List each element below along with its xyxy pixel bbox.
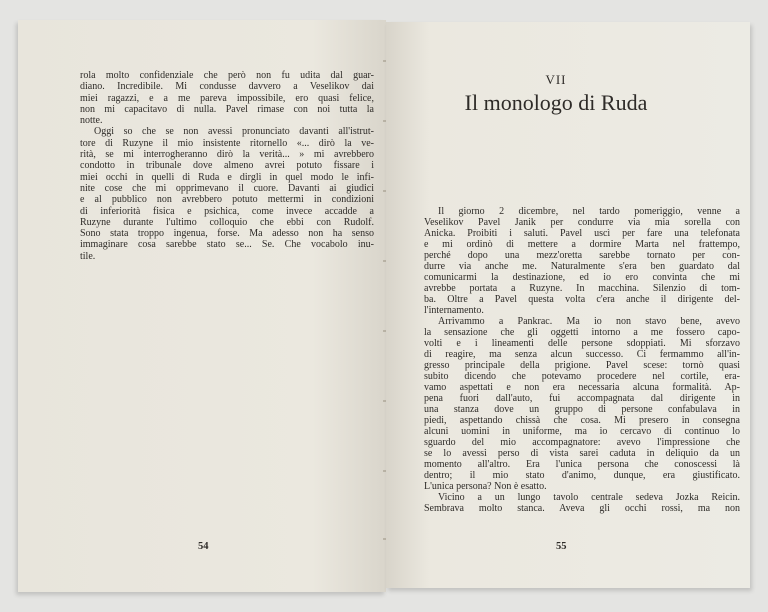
text-line: subito dicendo che potevamo procedere nel cortile, era-	[424, 371, 740, 382]
text-line: vamo aspettati e non era necessaria alcuna formalità. Ap-	[424, 382, 740, 393]
text-line: non mi capacitavo di nulla. Pavel rimase con noi tutta la	[80, 103, 374, 115]
paragraph	[424, 492, 740, 514]
text-line: sguardo del mio accompagnatore: avevo l'impressione che	[424, 437, 740, 448]
text-line: e mi ordinò di mettere a dormire Marta nel frattempo,	[424, 239, 740, 250]
paragraph	[424, 206, 740, 316]
text-line: momento all'altro. Era l'unica persona che conoscessi là	[424, 459, 740, 470]
text-line: alcuni uomini in uniforme, ma io cercavo di continuo lo	[424, 426, 740, 437]
right-page-text	[424, 206, 740, 514]
chapter-number: VII	[545, 72, 567, 87]
text-line: nite cose che mi opprimevano il cuore. Davanti ai giudici	[80, 182, 374, 194]
page-number: 55	[556, 541, 567, 552]
paragraph	[80, 70, 374, 126]
text-line: gresso principale della prigione. Pavel scese: tornò quasi	[424, 360, 740, 371]
text-line: dentro; il mio stato d'animo, dunque, era giustificato.	[424, 470, 740, 481]
text-line: Arrivammo a Pankrac. Ma io non stavo bene, avevo	[438, 316, 740, 327]
text-line: Vicino a un lungo tavolo centrale sedeva Jozka Reicin.	[438, 492, 740, 503]
left-page-text	[80, 70, 374, 262]
text-line: volti e i lineamenti delle persone sdoppiati. Mi sforzavo	[424, 338, 740, 349]
right-page	[386, 22, 750, 588]
text-line: comunicarmi la destinazione, ed io ero convinta che mi	[424, 272, 740, 283]
text-line: immaginare cosa sarebbe stato se... Se. Che vocabolo inu-	[80, 239, 374, 251]
text-line: piedi, aspettando chissà che cosa. Mi presero in consegna	[424, 415, 740, 426]
page-number: 54	[198, 541, 209, 552]
paragraph	[424, 316, 740, 492]
text-line: ba. Oltre a Pavel questa volta c'era anche il dirigente del-	[424, 294, 740, 305]
text-line: condotto in tribunale dove almeno avrei potuto fissare i	[80, 160, 374, 172]
paragraph	[80, 126, 374, 262]
text-line: l'internamento.	[424, 305, 484, 316]
text-line: rità, se mi interrogheranno dirò la verità... » mi avrebbero	[80, 149, 374, 161]
text-line: tore di Ruzyne il mio insistente ritornello «... dirò la ve-	[80, 137, 374, 149]
text-line: diano. Incredibile. Mi condusse davvero a Veselikov dai	[80, 81, 374, 93]
text-line: Anicka. Proibiti i saluti. Pavel uscì per fare una telefonata	[424, 228, 740, 239]
text-line: L'unica persona? Non è esatto.	[424, 481, 547, 492]
text-line: Oggi so che se non avessi pronunciato davanti all'istrut-	[94, 126, 374, 138]
text-line: tile.	[80, 250, 96, 262]
text-line: e al pubblico non avrebbero potuto mettermi in condizioni	[80, 194, 374, 206]
text-line: rola molto confidenziale che però non fu udita dal guar-	[80, 70, 374, 81]
text-line: Il giorno 2 dicembre, nel tardo pomeriggio, venne a	[438, 206, 740, 217]
text-line: una stanza dove un gruppo di persone confabulava in	[424, 404, 740, 415]
text-line: miei occhi in quelli di Ruda e dirgli in quel modo le infi-	[80, 171, 374, 183]
text-line: perché dopo una mezz'oretta sarebbe tornato per con-	[424, 250, 740, 261]
text-line: Sembrava molto stanca. Aveva gli occhi rossi, ma non	[424, 503, 740, 514]
text-line: la sensazione che gli oggetti intorno a me fossero capo-	[424, 327, 740, 338]
text-line: avrebbe portata a Ruzyne. In macchina. Silenzio di tom-	[424, 283, 740, 294]
text-line: Veselikov Pavel Janik per condurre via mia sorella con	[424, 217, 740, 228]
chapter-title: Il monologo di Ruda	[464, 90, 648, 115]
text-line: Ruzyne durante l'ultimo colloquio che ebbi con Rudolf.	[80, 216, 374, 228]
text-line: se lo avessi perso di vista sarei caduta in deliquio da un	[424, 448, 740, 459]
text-line: notte.	[80, 115, 103, 127]
text-line: di reagire, ma senza alcun successo. Ci fermammo all'in-	[424, 349, 740, 360]
text-line: di inferiorità fisica e psichica, come invece accadde a	[80, 205, 374, 217]
text-line: durre via anche me. Naturalmente s'era ben guardato dal	[424, 261, 740, 272]
text-line: miei ragazzi, e a me pareva impossibile, ero quasi felice,	[80, 92, 374, 104]
text-line: Sono stata troppo ingenua, forse. Ma adesso non ha senso	[80, 228, 374, 240]
left-page	[18, 20, 386, 592]
text-line: pena fuori dall'auto, fui accompagnata dal dirigente in	[424, 393, 740, 404]
